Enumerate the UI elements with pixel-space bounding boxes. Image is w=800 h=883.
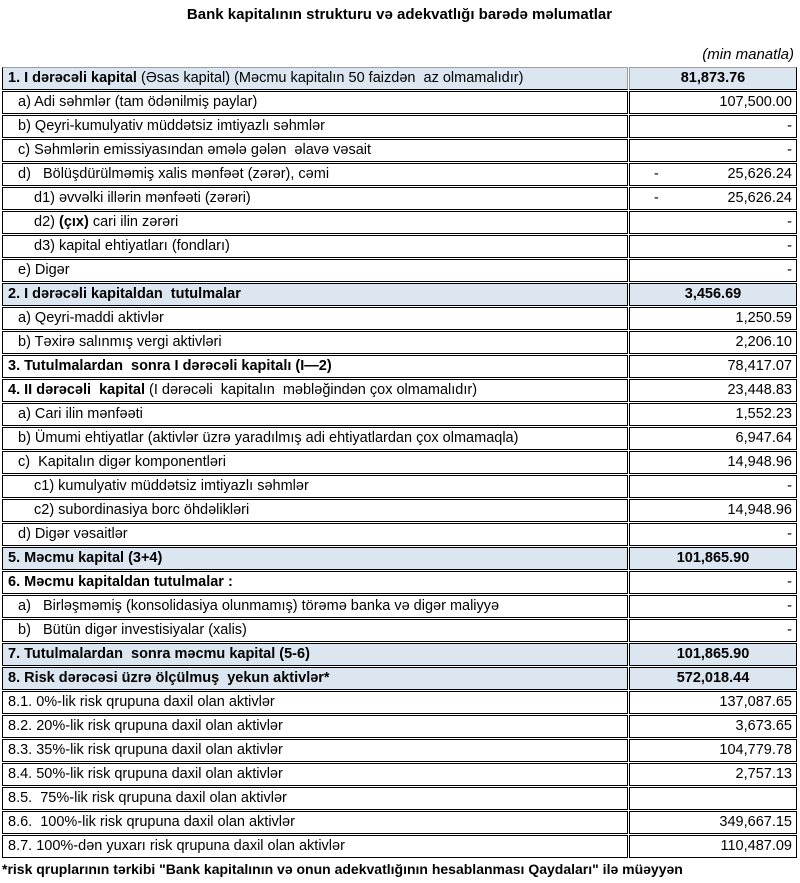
table-row <box>2 187 797 210</box>
row-value: 572,018.44 <box>629 667 797 690</box>
row-value: - <box>629 595 797 618</box>
table-row <box>2 115 797 138</box>
table-row <box>2 427 797 450</box>
table-row <box>2 739 797 762</box>
table-row <box>2 571 797 594</box>
table-row <box>2 811 797 834</box>
row-value: 2,206.10 <box>629 331 797 354</box>
row-label <box>2 691 628 714</box>
row-label <box>2 787 628 810</box>
row-label-bold-text: 5. Məcmu kapital (3+4) <box>8 550 163 566</box>
row-label <box>2 523 628 546</box>
table-row <box>2 547 797 570</box>
page-title: Bank kapitalının strukturu və adekvatlığı barədə məlumatlar <box>186 6 613 23</box>
row-label-text: 8.7. 100%-dən yuxarı risk qrupuna daxil olan aktivlər <box>8 838 345 854</box>
row-label-text: b) Qeyri-kumulyativ müddətsiz imtiyazlı səhmlər <box>18 118 325 134</box>
row-label-text: d3) kapital ehtiyatları (fondları) <box>34 238 230 254</box>
table-row <box>2 67 797 90</box>
table-row <box>2 403 797 426</box>
table-row <box>2 475 797 498</box>
row-label <box>2 211 628 234</box>
row-label <box>2 163 628 186</box>
row-label-text: (Əsas kapital) (Məcmu kapitalın 50 faizdən az olmamalıdır) <box>136 70 524 86</box>
row-value: - <box>629 115 797 138</box>
row-label-text: 8.2. 20%-lik risk qrupuna daxil olan aktivlər <box>8 718 283 734</box>
row-label-text: b) Bütün digər investisiyalar (xalis) <box>18 622 247 638</box>
row-label <box>2 595 628 618</box>
row-value: 101,865.90 <box>629 547 797 570</box>
row-label-text: d2) <box>34 214 59 230</box>
table-row <box>2 787 797 810</box>
row-label <box>2 739 628 762</box>
table-row <box>2 283 797 306</box>
row-value: 104,779.78 <box>629 739 797 762</box>
table-row <box>2 499 797 522</box>
row-value-number: 25,626.24 <box>727 166 792 182</box>
row-value <box>629 187 797 210</box>
row-label <box>2 451 628 474</box>
row-label <box>2 187 628 210</box>
row-label-text: a) Qeyri-maddi aktivlər <box>18 310 164 326</box>
table-row <box>2 379 797 402</box>
row-value: 14,948.96 <box>629 451 797 474</box>
row-value: 110,487.09 <box>629 835 797 858</box>
row-value: 81,873.76 <box>629 67 797 90</box>
row-value: 349,667.15 <box>629 811 797 834</box>
row-label <box>2 331 628 354</box>
row-label <box>2 499 628 522</box>
table-row <box>2 355 797 378</box>
row-label-text: e) Digər <box>18 262 70 278</box>
row-value: - <box>629 259 797 282</box>
row-label-text: c) Kapitalın digər komponentləri <box>18 454 226 470</box>
table-row <box>2 331 797 354</box>
row-label <box>2 763 628 786</box>
row-label <box>2 115 628 138</box>
row-label-bold-text: 6. Məcmu kapitaldan tutulmalar : <box>8 574 233 590</box>
row-label-text: d) Bölüşdürülməmiş xalis mənfəət (zərər), cəmi <box>18 166 330 182</box>
row-value: 101,865.90 <box>629 643 797 666</box>
row-label-text: d1) əvvəlki illərin mənfəəti (zərəri) <box>34 190 251 206</box>
row-value: 107,500.00 <box>629 91 797 114</box>
table-row <box>2 595 797 618</box>
row-label-text: 8.5. 75%-lik risk qrupuna daxil olan aktivlər <box>8 790 287 806</box>
row-label-text: a) Cari ilin mənfəəti <box>18 406 143 422</box>
row-label-text: c1) kumulyativ müddətsiz imtiyazlı səhmlər <box>34 478 309 494</box>
row-label-bold-text: 1. I dərəcəli kapital <box>8 70 137 86</box>
table-row <box>2 763 797 786</box>
row-value: 23,448.83 <box>629 379 797 402</box>
table-row <box>2 715 797 738</box>
row-label <box>2 811 628 834</box>
row-value-number: 25,626.24 <box>727 190 792 206</box>
row-label <box>2 403 628 426</box>
row-label-text: c) Səhmlərin emissiyasından əmələ gələn əlavə vəsait <box>18 142 372 158</box>
table-row <box>2 835 797 858</box>
row-label-text: 8.1. 0%-lik risk qrupuna daxil olan aktivlər <box>8 694 275 710</box>
negative-sign: - <box>654 166 659 182</box>
row-value: 3,456.69 <box>629 283 797 306</box>
row-value: 14,948.96 <box>629 499 797 522</box>
row-value <box>629 163 797 186</box>
table-row <box>2 163 797 186</box>
row-label-text: cari ilin zərəri <box>88 214 179 230</box>
row-value: 78,417.07 <box>629 355 797 378</box>
row-value: 137,087.65 <box>629 691 797 714</box>
row-value: 1,552.23 <box>629 403 797 426</box>
row-label <box>2 475 628 498</box>
row-label <box>2 619 628 642</box>
unit-note: (min manatla) <box>702 46 794 63</box>
row-label <box>2 547 628 570</box>
table-row <box>2 91 797 114</box>
row-value: - <box>629 619 797 642</box>
row-value <box>629 787 797 810</box>
footnote: *risk qruplarının tərkibi "Bank kapitalının və onun adekvatlığının hesablanması Qaydaları" ilə müəyyən <box>2 861 683 877</box>
row-label-text: b) Ümumi ehtiyatlar (aktivlər üzrə yaradılmış adi ehtiyatlardan çox olmamaqla) <box>18 430 519 446</box>
table-row <box>2 643 797 666</box>
row-label <box>2 283 628 306</box>
row-label <box>2 379 628 402</box>
row-value: 2,757.13 <box>629 763 797 786</box>
row-label-bold-text: 8. Risk dərəcəsi üzrə ölçülmuş yekun aktivlər* <box>8 670 330 686</box>
row-label-text: a) Adi səhmlər (tam ödənilmiş paylar) <box>18 94 258 110</box>
row-label <box>2 67 628 90</box>
row-value: - <box>629 235 797 258</box>
row-value: - <box>629 523 797 546</box>
row-label <box>2 643 628 666</box>
row-value: 1,250.59 <box>629 307 797 330</box>
row-label <box>2 571 628 594</box>
table-row <box>2 451 797 474</box>
table-row <box>2 691 797 714</box>
row-label <box>2 715 628 738</box>
table-row <box>2 667 797 690</box>
row-label <box>2 427 628 450</box>
row-label-text: 8.4. 50%-lik risk qrupuna daxil olan aktivlər <box>8 766 283 782</box>
row-label <box>2 139 628 162</box>
row-value: - <box>629 475 797 498</box>
row-label-text: 8.3. 35%-lik risk qrupuna daxil olan aktivlər <box>8 742 283 758</box>
row-label <box>2 259 628 282</box>
row-value: 6,947.64 <box>629 427 797 450</box>
row-label-text: b) Təxirə salınmış vergi aktivləri <box>18 334 222 350</box>
row-label <box>2 835 628 858</box>
negative-sign: - <box>654 190 659 206</box>
row-label <box>2 235 628 258</box>
row-label <box>2 91 628 114</box>
row-label-text: (I dərəcəli kapitalın məbləğindən çox olmamalıdır) <box>145 382 478 398</box>
row-label <box>2 667 628 690</box>
table-row <box>2 235 797 258</box>
table-row <box>2 523 797 546</box>
row-value: - <box>629 139 797 162</box>
row-label-text: d) Digər vəsaitlər <box>18 526 128 542</box>
table-row <box>2 259 797 282</box>
row-label-bold-text: (çıx) <box>59 214 89 230</box>
row-label-bold-text: 3. Tutulmalardan sonra I dərəcəli kapitalı (I—2) <box>8 358 332 374</box>
table-row <box>2 139 797 162</box>
row-label-text: 8.6. 100%-lik risk qrupuna daxil olan aktivlər <box>8 814 295 830</box>
row-label <box>2 355 628 378</box>
row-label <box>2 307 628 330</box>
table-row <box>2 307 797 330</box>
capital-structure-table <box>2 67 797 858</box>
table-row <box>2 211 797 234</box>
row-label-bold-text: 4. II dərəcəli kapital <box>8 382 146 398</box>
table-row <box>2 619 797 642</box>
row-label-bold-text: 7. Tutulmalardan sonra məcmu kapital (5-6) <box>8 646 310 662</box>
row-value: - <box>629 211 797 234</box>
row-value: - <box>629 571 797 594</box>
row-value: 3,673.65 <box>629 715 797 738</box>
row-label-text: a) Birləşməmiş (konsolidasiya olunmamış) törəmə banka və digər maliyyə <box>18 598 500 614</box>
row-label-text: c2) subordinasiya borc öhdəlikləri <box>34 502 250 518</box>
row-label-bold-text: 2. I dərəcəli kapitaldan tutulmalar <box>8 286 241 302</box>
